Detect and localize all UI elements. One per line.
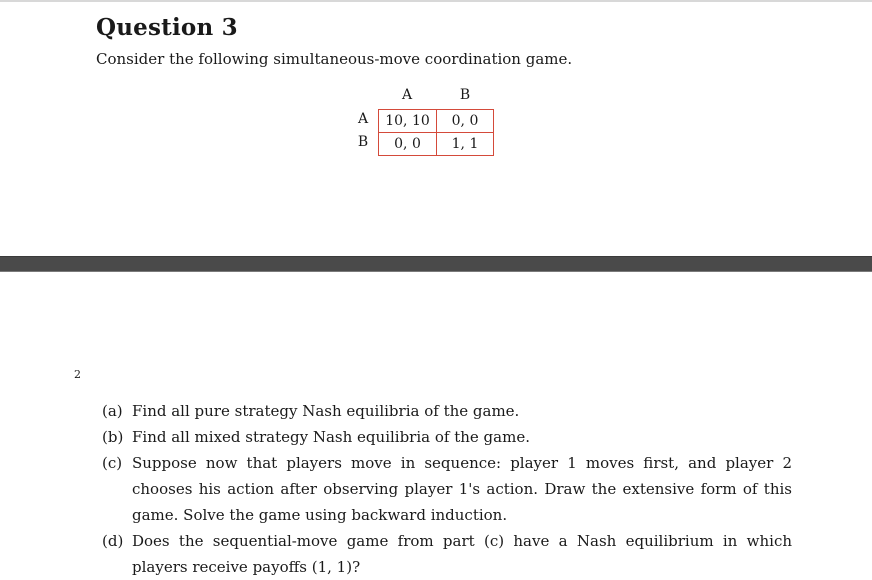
page-separator — [0, 256, 872, 272]
part-label: (a) — [102, 402, 123, 420]
question-intro: Consider the following simultaneous-move coordination game. — [96, 50, 573, 68]
page-top — [0, 0, 872, 256]
col-header-b: B — [459, 87, 471, 103]
row-header-b: B — [357, 134, 369, 150]
col-header-a: A — [401, 87, 413, 103]
part-label: (b) — [102, 428, 124, 446]
question-part-b — [102, 424, 792, 450]
part-text: Find all mixed strategy Nash equilibria of the game. — [132, 428, 530, 446]
question-part-d — [102, 528, 792, 580]
row-header-a: A — [357, 111, 369, 127]
question-part-a — [102, 398, 792, 424]
part-text: Suppose now that players move in sequence: player 1 moves first, and player 2 chooses his action after observing player 1's action. Draw the extensive form of this game. Solve the game using backward induction. — [132, 454, 792, 524]
payoff-cell-a-a: 10, 10 — [378, 109, 437, 133]
part-text: Does the sequential-move game from part (c) have a Nash equilibrium in which players receive payoffs (1, 1)? — [132, 532, 792, 576]
part-label: (c) — [102, 454, 123, 472]
payoff-cell-b-b: 1, 1 — [436, 132, 494, 156]
payoff-cell-b-a: 0, 0 — [378, 132, 437, 156]
page-top-rule — [0, 0, 872, 2]
page-number: 2 — [74, 368, 81, 381]
question-parts — [102, 398, 792, 580]
question-title: Question 3 — [96, 14, 238, 41]
part-label: (d) — [102, 532, 124, 550]
question-part-c — [102, 450, 792, 528]
payoff-cell-a-b: 0, 0 — [436, 109, 494, 133]
part-text: Find all pure strategy Nash equilibria of the game. — [132, 402, 520, 420]
